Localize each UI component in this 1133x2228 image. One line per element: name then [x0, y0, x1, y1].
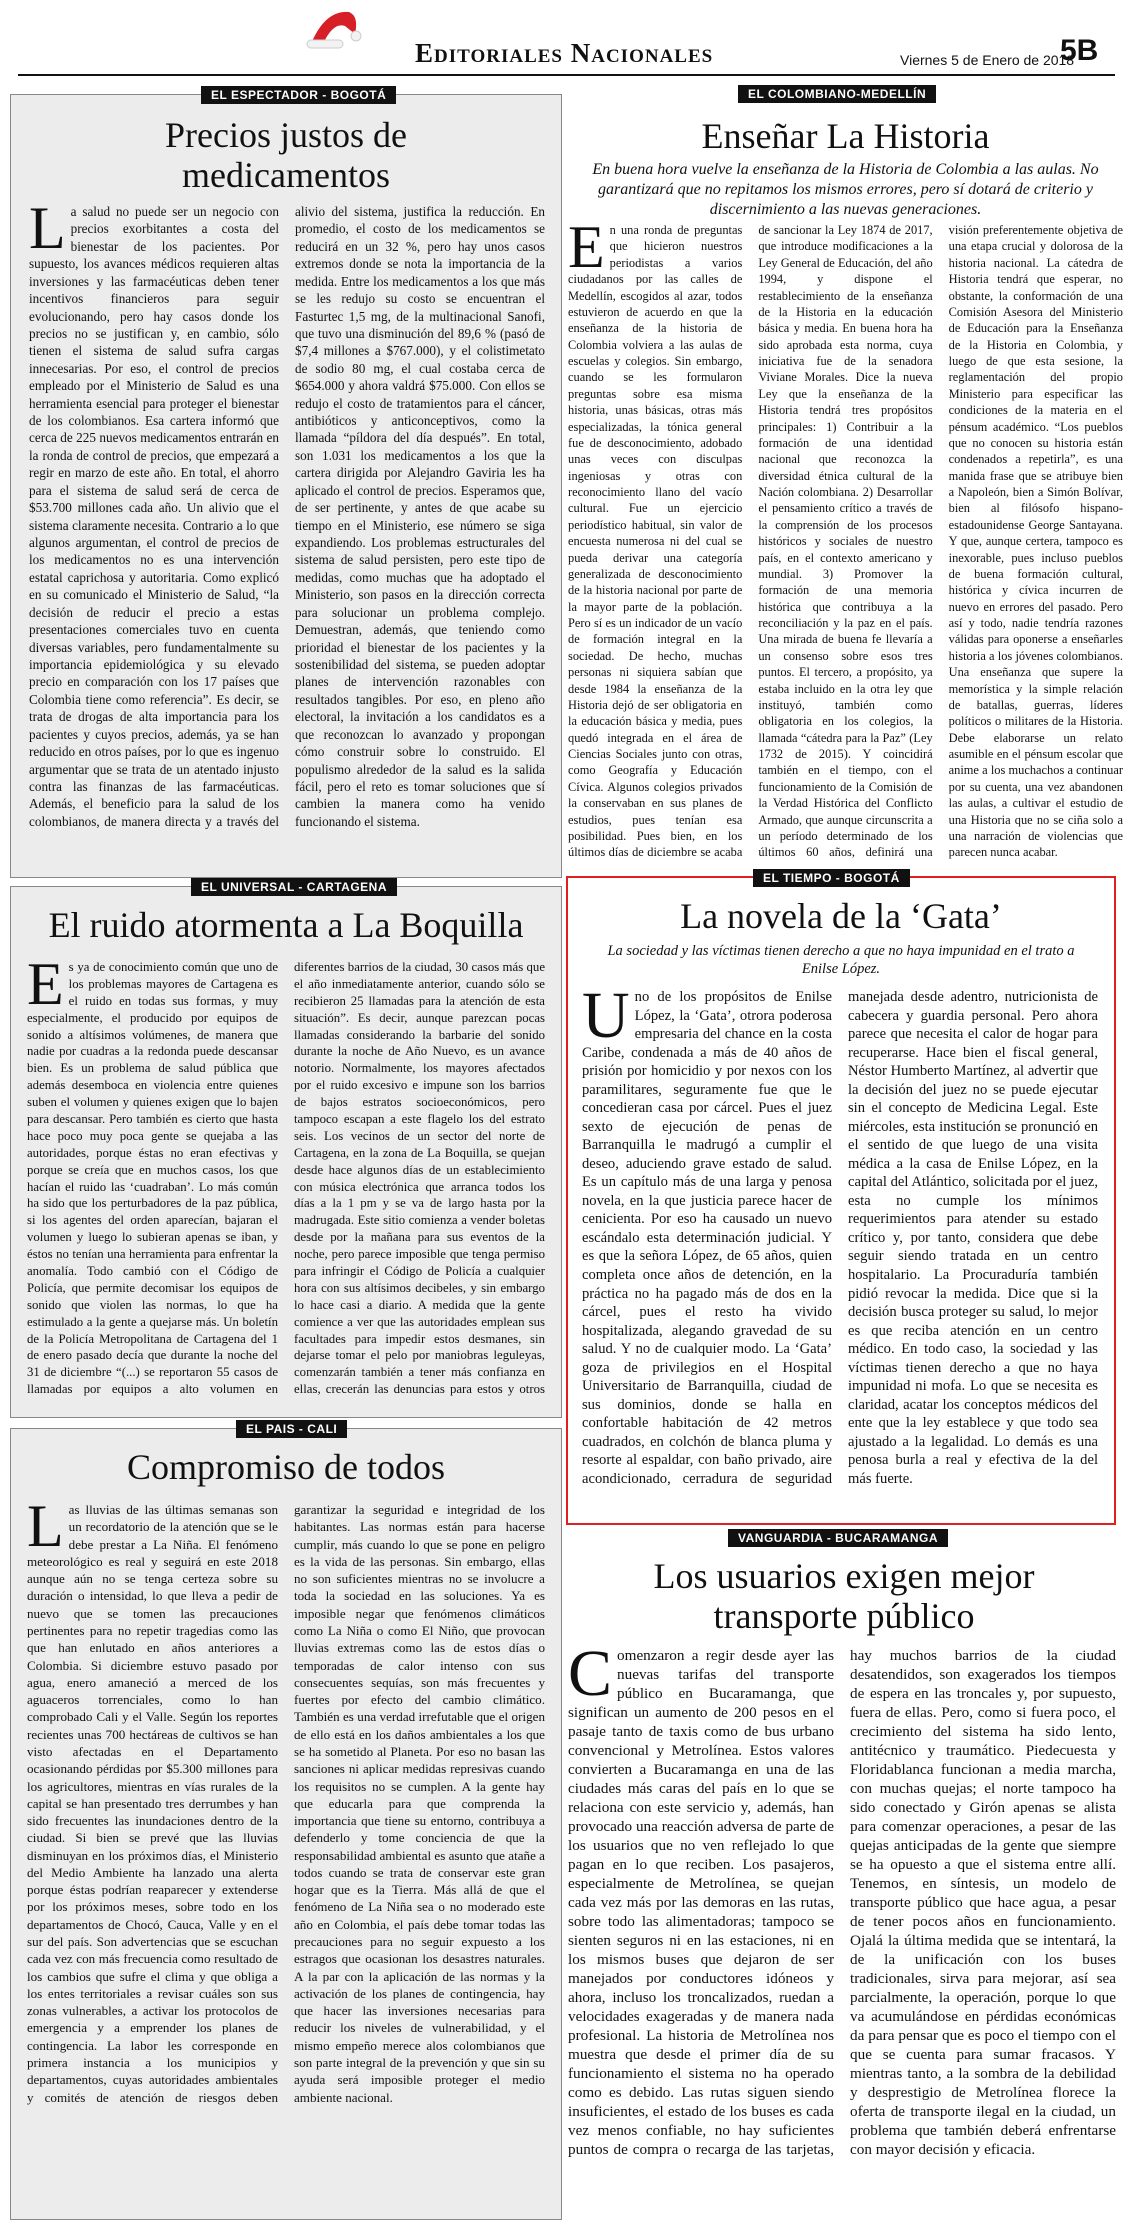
article-title: Enseñar La Historia — [701, 116, 990, 156]
article-body — [568, 222, 1123, 872]
article-text: a salud no puede ser un negocio con precios exorbitantes a costa del bienestar de los pacientes. Por supuesto, los avances médicos requieren altas inversiones y las farmacéuticas deben tener incentivos financieros para seguir evolucionando, pero hay casos donde los precios no se justifican y, en cambio, sólo tienen el sistema de salud sufra cargas innecesarias. Por eso, el control de precios empleado por el Ministerio de Salud es una herramienta esencial para proteger el bienestar de los colombianos. Esa cartera informó que cerca de 225 nuevos medicamentos entrarán en la ronda de control de precios, que empezará a regir en marzo de este año. En total, el ahorro para el sistema de salud será de cerca de $53.700 millones cada año. Un alivio que el sistema claramente necesita. Contrario a lo que algunos argumentan, el control de precios de los medicamentos no es una intervención estatal caprichosa y autoritaria. Como explicó en su comunicado el Ministerio de Salud, “la decisión de reducir el precio a estas presentaciones comerciales tuvo en cuenta diversas variables, pero fundamentalmente su importancia epidemiológica y su elevado precio en comparación con los 17 países que Colombia tiene como referencia”. Es decir, se trata de drogas de alta importancia para los pacientes y cuyos precios, además, ya se han reducido en otros países, por lo que es ingenuo argumentar que se trata de un atentado injusto contra las finanzas de las farmacéuticas. Además, el beneficio para la salud de los colombianos, de manera directa y a través del alivio del sistema, justifica la reducción. En promedio, el costo de los medicamentos se reducirá en un 32 %, pero hay unos casos extremos donde se nota la importancia de la medida. Entre los medicamentos a los que más se les redujo su costo se encuentran el Fasturtec 1,5 mg, de la multinacional Sanofi, que tuvo una disminución del 89,6 % (pasó de $7,4 millones a $767.000), y el colistimetato de sodio 80 mg, el cual costaba cerca de $654.000 y ahora valdrá $75.000. Con ellos se redujo el costo de tratamientos para el cáncer, antibióticos y anticonceptivos, como la llamada “píldora del día después”. En total, son 1.031 los medicamentos a los que la cartera dirigida por Alejandro Gaviria les ha aplicado el control de precios. Esperamos que, de ser pertinente, y antes de que acabe su tiempo en el Ministerio, ese número se siga expandiendo. Los problemas estructurales del sistema de salud persisten, pero este tipo de medidas, como muchas que ha adoptado el Ministerio, son pasos en la dirección correcta para solucionar un problema complejo. Demuestran, además, que teniendo como prioridad el bienestar de los pacientes y la sostenibilidad del sistema, se pueden adoptar planes de intervención razonables con resultados tangibles. Por eso, en pleno año electoral, la invitación a los candidatos es a que reconozcan lo avanzado y propongan cómo construir sobre lo construido. El populismo alrededor de la salud es la salida fácil, pero el reto es tomar soluciones que sí cambien la manera como ha venido funcionando el sistema. — [29, 204, 545, 829]
drop-cap: E — [568, 222, 605, 280]
source-label: EL PAIS - CALI — [236, 1420, 347, 1438]
issue-date: Viernes 5 de Enero de 2018 — [900, 52, 1075, 68]
drop-cap: L — [27, 1501, 64, 1559]
source-label: VANGUARDIA - BUCARAMANGA — [728, 1529, 948, 1547]
source-label: EL COLOMBIANO-MEDELLÍN — [738, 85, 936, 103]
drop-cap: L — [29, 203, 66, 261]
source-label: EL TIEMPO - BOGOTÁ — [753, 869, 910, 887]
source-label: EL ESPECTADOR - BOGOTÁ — [201, 86, 396, 104]
article-title: El ruido atormenta a La Boquilla — [48, 905, 524, 945]
header-divider — [18, 74, 1115, 76]
article-text: s ya de conocimiento común que uno de los problemas mayores de Cartagena es el ruido en todas sus formas, y muy especialmente, el producido por equipos de sonido a altísimos volúmenes, de manera que nadie por cuadras a la redonda puede descansar bien. Es un problema de salud pública que además desemboca en violencia entre quienes suben el volumen y quienes exigen que lo bajen para descansar. Pero también es cierto que hasta hace poco muy poca gente se quejaba a las autoridades, porque éstas no eran efectivas y porque se creía que en muchos casos, los que hacían el ruido las ‘cuadraban’. Lo más común ha sido que los perturbadores de la paz pública, si los agentes del orden aparecían, bajaran el volumen y luego lo subieran apenas se iban, y éstos no tenían una herramienta para enfrentar la anomalía. Todo cambió con el Código de Policía, que permite decomisar los equipos de sonido que violen las normas, lo que ha estimulado a la gente a quejarse más. Un boletín de la Policía Metropolitana de Cartagena del 1 de enero pasado decía que durante la noche del 31 de diciembre “(...) se reportaron 55 casos de llamadas por equipos a alto volumen en diferentes barrios de la ciudad, 30 casos más que el año inmediatamente anterior, cuando sólo se recibieron 25 llamadas para la atención de esta situación”. Es decir, aunque parezcan pocas llamadas considerando la barbarie del sonido durante la noche de Año Nuevo, es un avance notorio. Normalmente, los mayores afectados por el ruido excesivo e impune son los barrios de bajos estratos socioeconómicos, pero tampoco escapan a este flagelo los del estrato seis. Los vecinos de un sector del norte de Cartagena, en la zona de La Boquilla, se quejan desde hace algunos días de un establecimiento con música electrónica que arranca todos los días a la 1 pm y se va de largo hasta por la madrugada. Este sitio comienza a vender boletas desde por la mañana para sus eventos de la noche, pero parece imposible que tenga permiso para infringir el Código de Policía a cualquier hora con sus altísimos decibeles, y sin embargo lo hace casi a diario. A medida que la gente comience a ver que las autoridades emplean sus facultades para impedir estos desmanes, sin dejarse tomar el pelo por maniobras leguleyas, comenzarán también a tener más confianza en ellas, crecerán las denuncias para estos y otros — [27, 960, 545, 1397]
article-body — [27, 959, 545, 1409]
article-subtitle: La sociedad y las víctimas tienen derecho a que no haya impunidad en el trato a Enilse López. — [607, 943, 1075, 978]
article-body — [27, 1501, 545, 2209]
article-vanguardia — [568, 1531, 1120, 2218]
section-title: Editoriales Nacionales — [415, 38, 714, 68]
article-tiempo — [566, 871, 1116, 1525]
article-espectador — [10, 88, 562, 878]
article-title: Compromiso de todos — [126, 1447, 445, 1487]
page-number: 5B — [1060, 34, 1099, 67]
article-title: La novela de la ‘Gata’ — [680, 896, 1002, 936]
article-colombiano — [568, 87, 1123, 876]
drop-cap: E — [27, 959, 64, 1017]
article-body — [582, 988, 1098, 1513]
article-text: as lluvias de las últimas semanas son un recordatorio de la atención que se le debe prestar a La Niña. El fenómeno meteorológico es real y seguirá en este 2018 aunque aún no se tenga certeza sobre su duración o intensidad, lo que lleva a pedir de nuevo que se tomen las precauciones pertinentes para no repetir tragedias como las que han enlutado en años anteriores a Colombia. Si diciembre estuvo pasado por agua, enero amaneció a merced de los aguaceros torrenciales, como lo han comprobado Cali y el Valle. Según los reportes recientes unas 700 hectáreas de cultivos se han visto afectadas en el Departamento ocasionando pérdidas por $5.300 millones para los agricultores, mientras en vías rurales de la capital se han presentado tres derrumbes y han sido frecuentes las inundaciones dentro de la ciudad. Si bien se prevé que las lluvias disminuyan en los próximos días, el Ministerio del Medio Ambiente ha lanzado una alerta porque éstas podrían reaparecer y extenderse por los próximos meses, sobre todo en los departamentos de Chocó, Cauca, Valle y en el sur del país. Son advertencias que se escuchan cada vez con más frecuencia como resultado de los cambios que sufre el clima y que obliga a los entes territoriales a revisar cuáles son sus zonas vulnerables, a activar los protocolos de emergencia y a emprender los planes de contingencia. La labor les corresponde en primera instancia a los municipios y departamentos, cuyas autoridades ambientales y comités de atención de riesgos deben garantizar la seguridad e integridad de los habitantes. Las normas están para hacerse cumplir, más cuando lo que se pone en peligro es la vida de las personas. Sin embargo, ellas no son suficientes mientras no se involucre a toda la sociedad en las soluciones. Ya es imposible negar que fenómenos climáticos como La Niña o como El Niño, que provocan lluvias extremas como las de estos días o temporadas de calor intenso con sus consecuentes sequías, son más frecuentes y fuertes por efecto del cambio climático. También es una verdad irrefutable que el origen de ello está en los daños ambientales a los que se ha sometido al Planeta. Por eso no basan las sanciones ni aplicar medidas represivas cuando los requisitos no se cumplen. A la gente hay que educarla para que comprenda la importancia que tiene su entorno, contribuya a defenderlo y tome conciencia de que la responsabilidad ambiental es asunto que atañe a todos cuando se trata de conservar este gran hogar que es la Tierra. Más allá de que el fenómeno de La Niña sea o no moderado este año en Colombia, el país debe tomar todas las precauciones para no seguir expuesto a los estragos que ocasionan los desastres naturales. A la par con la aplicación de las normas y la activación de los planes de contingencia, hay que hacer las inversiones necesarias para reducir los niveles de vulnerabilidad, y el mismo empeño merece alos colombianos que son parte integral de la prevención y que sin su ayuda será imposible proteger el medio ambiente nacional. — [27, 1502, 545, 2105]
santa-hat-icon — [305, 4, 365, 55]
article-text: n una ronda de preguntas que hicieron nuestros periodistas a varios ciudadanos por las calles de Medellín, escogidos al azar, todos estuvieron de acuerdo en que la enseñanza de la historia de Colombia volviera a las aulas de escuelas y colegios. Sin embargo, cuando se les formularon preguntas sobre esa misma historia, unas básicas, otras más especializadas, la tónica general fue de desconocimiento, adobado unas veces con disculpas ingeniosas y otras con reconocimiento llano del vacío cultural. Fue un ejercicio periodístico habitual, sin valor de encuesta numerosa ni del cual se pueda derivar una categoría generalizada de desconocimiento de la historia nacional por parte de la mayor parte de la población. Pero sí es un indicador de un vacío de formación integral en la sociedad. De hecho, muchas personas ni siquiera sabían que desde 1984 la enseñanza de la Historia dejó de ser obligatoria en la educación básica y media, pues quedó integrada en el área de Ciencias Sociales junto con otras, como Geografía y Educación Cívica. Algunos colegios privados la conservaban en sus planes de estudios, pues tenían esa posibilidad. Pues bien, en los últimos días de diciembre se acaba de sancionar la Ley 1874 de 2017, que introduce modificaciones a la Ley General de Educación, del año 1994, y dispone el restablecimiento de la enseñanza de la Historia en la educación básica y media. En buena hora ha sido aprobada esta norma, cuya iniciativa fue de la senadora Viviane Morales. Dice la nueva Ley que la enseñanza de la Historia tendrá tres propósitos principales: 1) Contribuir a la formación de una identidad nacional que reconozca la diversidad étnica cultural de la Nación colombiana. 2) Desarrollar el pensamiento crítico a través de la comprensión de los procesos históricos y sociales de nuestro país, en el contexto americano y mundial. 3) Promover la formación de una memoria histórica que contribuya a la reconciliación y la paz en el país. Una mirada de buena fe llevaría a un consenso sobre esos tres puntos. El tercero, a propósito, ya estaba incluido en la otra ley que instituyó, también como obligatoria en los colegios, la llamada “cátedra para la Paz” (Ley 1732 de 2015). Y coincidirá también en el tiempo, con el funcionamiento de la Comisión de la Verdad Histórica del Conflicto Armado, que aunque circunscrita a un período determinado de los últimos 60 años, definirá una visión preferentemente objetiva de una etapa crucial y dolorosa de la historia nacional. La cátedra de Historia tendrá que esperar, no obstante, la conformación de una Comisión Asesora del Ministerio de Educación para la Enseñanza de la Historia en Colombia, y luego de que esta sesione, la reglamentación del propio Ministerio para especificar las condiciones de la materia en el pénsum académico. “Los pueblos que no conocen su historia están condenados a repetirla”, es una manida frase que se atribuye bien a Napoleón, bien a Simón Bolívar, bien al filósofo hispano-estadounidense George Santayana. Y que, aunque certera, tampoco es inexorable, pues incluso pueblos de buena formación cultural, histórica y cívica incurren de nuevo en errores del pasado. Pero así y todo, nadie tendría razones válidas para oponerse a enseñarles historia a los jóvenes colombianos. Una enseñanza que supere la memorística y la simple relación de batallas, guerras, líderes políticos o militares de la Historia. Debe elaborarse un relato asumible en el pénsum escolar que anime a los muchachos a continuar por su cuenta, una vez abandonen las aulas, a cultivar el estudio de una Historia que no se ciña solo a una narración de violencias que parecen nunca acabar. — [568, 223, 1123, 860]
article-universal — [10, 880, 562, 1418]
article-body — [568, 1646, 1116, 2216]
article-subtitle: En buena hora vuelve la enseñanza de la Historia de Colombia a las aulas. No garantizará que no repitamos los mismos errores, pero sí dotará de criterio y discernimiento a las nuevas generaciones. — [592, 161, 1099, 218]
article-title: Los usuarios exigen mejor transporte público — [653, 1556, 1035, 1637]
article-pais — [10, 1422, 562, 2220]
drop-cap: U — [582, 988, 630, 1052]
article-title: Precios justos de medicamentos — [165, 115, 407, 196]
drop-cap: C — [568, 1646, 613, 1710]
article-text: no de los propósitos de Enilse López, la ‘Gata’, otrora poderosa empresaria del chance en la costa Caribe, condenada a más de 40 años de prisión por homicidio y por nexos con los paramilitares, seguramente fue que le concedieran casa por cárcel. Pues el juez sexto de ejecución de penas de Barranquilla le madrugó a cumplir el deseo, aduciendo grave estado de salud. Es un capítulo más de una larga y penosa novela, en la que justicia parece hacer de cenicienta. Por eso ha causado un nuevo escándalo esta determinación judicial. Y es que la señora López, de 65 años, quien completa once años de detención, en la práctica no ha pagado más de dos en la cárcel, pues el resto ha vivido hospitalizada, alegando gravedad de su salud. Y no de cualquier modo. La ‘Gata’ goza de privilegios en el Hospital Universitario de Barranquilla, ciudad de sus dominios, donde se halla en confortable habitación de 42 metros cuadrados, en colchón de blanca pluma y resorte al espaldar, con baño privado, aire acondicionado, cerradura de seguridad manejada desde adentro, nutricionista de cabecera y guardia personal. Pero ahora parece que necesita el calor de hogar para recuperarse. Hace bien el fiscal general, Néstor Humberto Martínez, al advertir que la decisión del juez no se puede ejecutar sin el concepto de Medicina Legal. Este miércoles, esta institución se pronunció en el sentido de que luego de una visita médica a la casa de Enilse López, en la capital del Atlántico, solicitada por el juez, esta no cumple los mínimos requerimientos para atender su estado crítico y, por tanto, considera que debe seguir siendo tratada en un centro hospitalario. La Procuraduría también pidió revocar la medida. Dice que si la decisión busca proteger su salud, lo mejor es que reciba atención en un centro médico. En todo caso, la sociedad y las víctimas tienen derecho a que no haya impunidad ni mofa. Lo que se necesita es claridad, acatar los conceptos médicos del ente que la ley establece y que todo sea ajustado a la legalidad. Lo demás es una penosa burla a real y efectiva de la del más fuerte. — [582, 989, 1098, 1487]
source-label: EL UNIVERSAL - CARTAGENA — [191, 878, 397, 896]
article-body — [29, 203, 545, 865]
article-text: omenzaron a regir desde ayer las nuevas tarifas del transporte público en Bucaramanga, que significan un aumento de 200 pesos en el pasaje tanto de taxis como de bus urbano convencional y Metrolínea. Estos valores convierten a Bucaramanga en una de las ciudades más caras del país en lo que se relaciona con este servicio y, además, han provocado una reacción adversa de parte de los usuarios que no ven reflejado lo que pagan en lo que reciben. Los pasajeros, especialmente de Metrolínea, se quejan cada vez más por las demoras en las rutas, sobre todo las alimentadoras; tampoco se sienten seguros ni en las estaciones, ni en los mismos buses que dejaron de ser manejados por conductores idóneos y ahora, incluso los troncalizados, ruedan a velocidades exageradas y de manera nada profesional. La historia de Metrolínea nos muestra que desde el primer día de su funcionamiento el sistema no ha operado como es debido. Las rutas siguen siendo insuficientes, el estado de los buses es cada vez menos confiable, no hay suficientes puntos de compra o recarga de las tarjetas, hay muchos barrios de la ciudad desatendidos, son exagerados los tiempos de espera en las troncales y, por supuesto, fuera de ellas. Pero, como si fuera poco, el crecimiento del sistema ha sido lento, antitécnico y traumático. Piedecuesta y Floridablanca funcionan a media marcha, con muchas quejas; el norte tampoco ha sido conectado y Girón apenas se alista para comenzar operaciones, a pesar de las quejas anticipadas de la gente que siempre se ha opuesto a que el sistema entre allí. Tenemos, en síntesis, un modelo de transporte público que hace agua, a pesar de tener pocos años en funcionamiento. Ojalá la última medida que se intentará, la de la unificación con los buses tradicionales, sirva para mejorar, así sea parcialmente, la operación, porque lo que va acumulándose en pérdidas económicas da para pensar que es poco el tiempo con el que se cuenta para sumar fracasos. Y mientras tanto, a la sombra de la debilidad y desprestigio de Metrolínea florece la oferta de transporte ilegal en la ciudad, un problema que también deberá enfrentarse con mayor decisión y eficacia. — [568, 1647, 1116, 2158]
